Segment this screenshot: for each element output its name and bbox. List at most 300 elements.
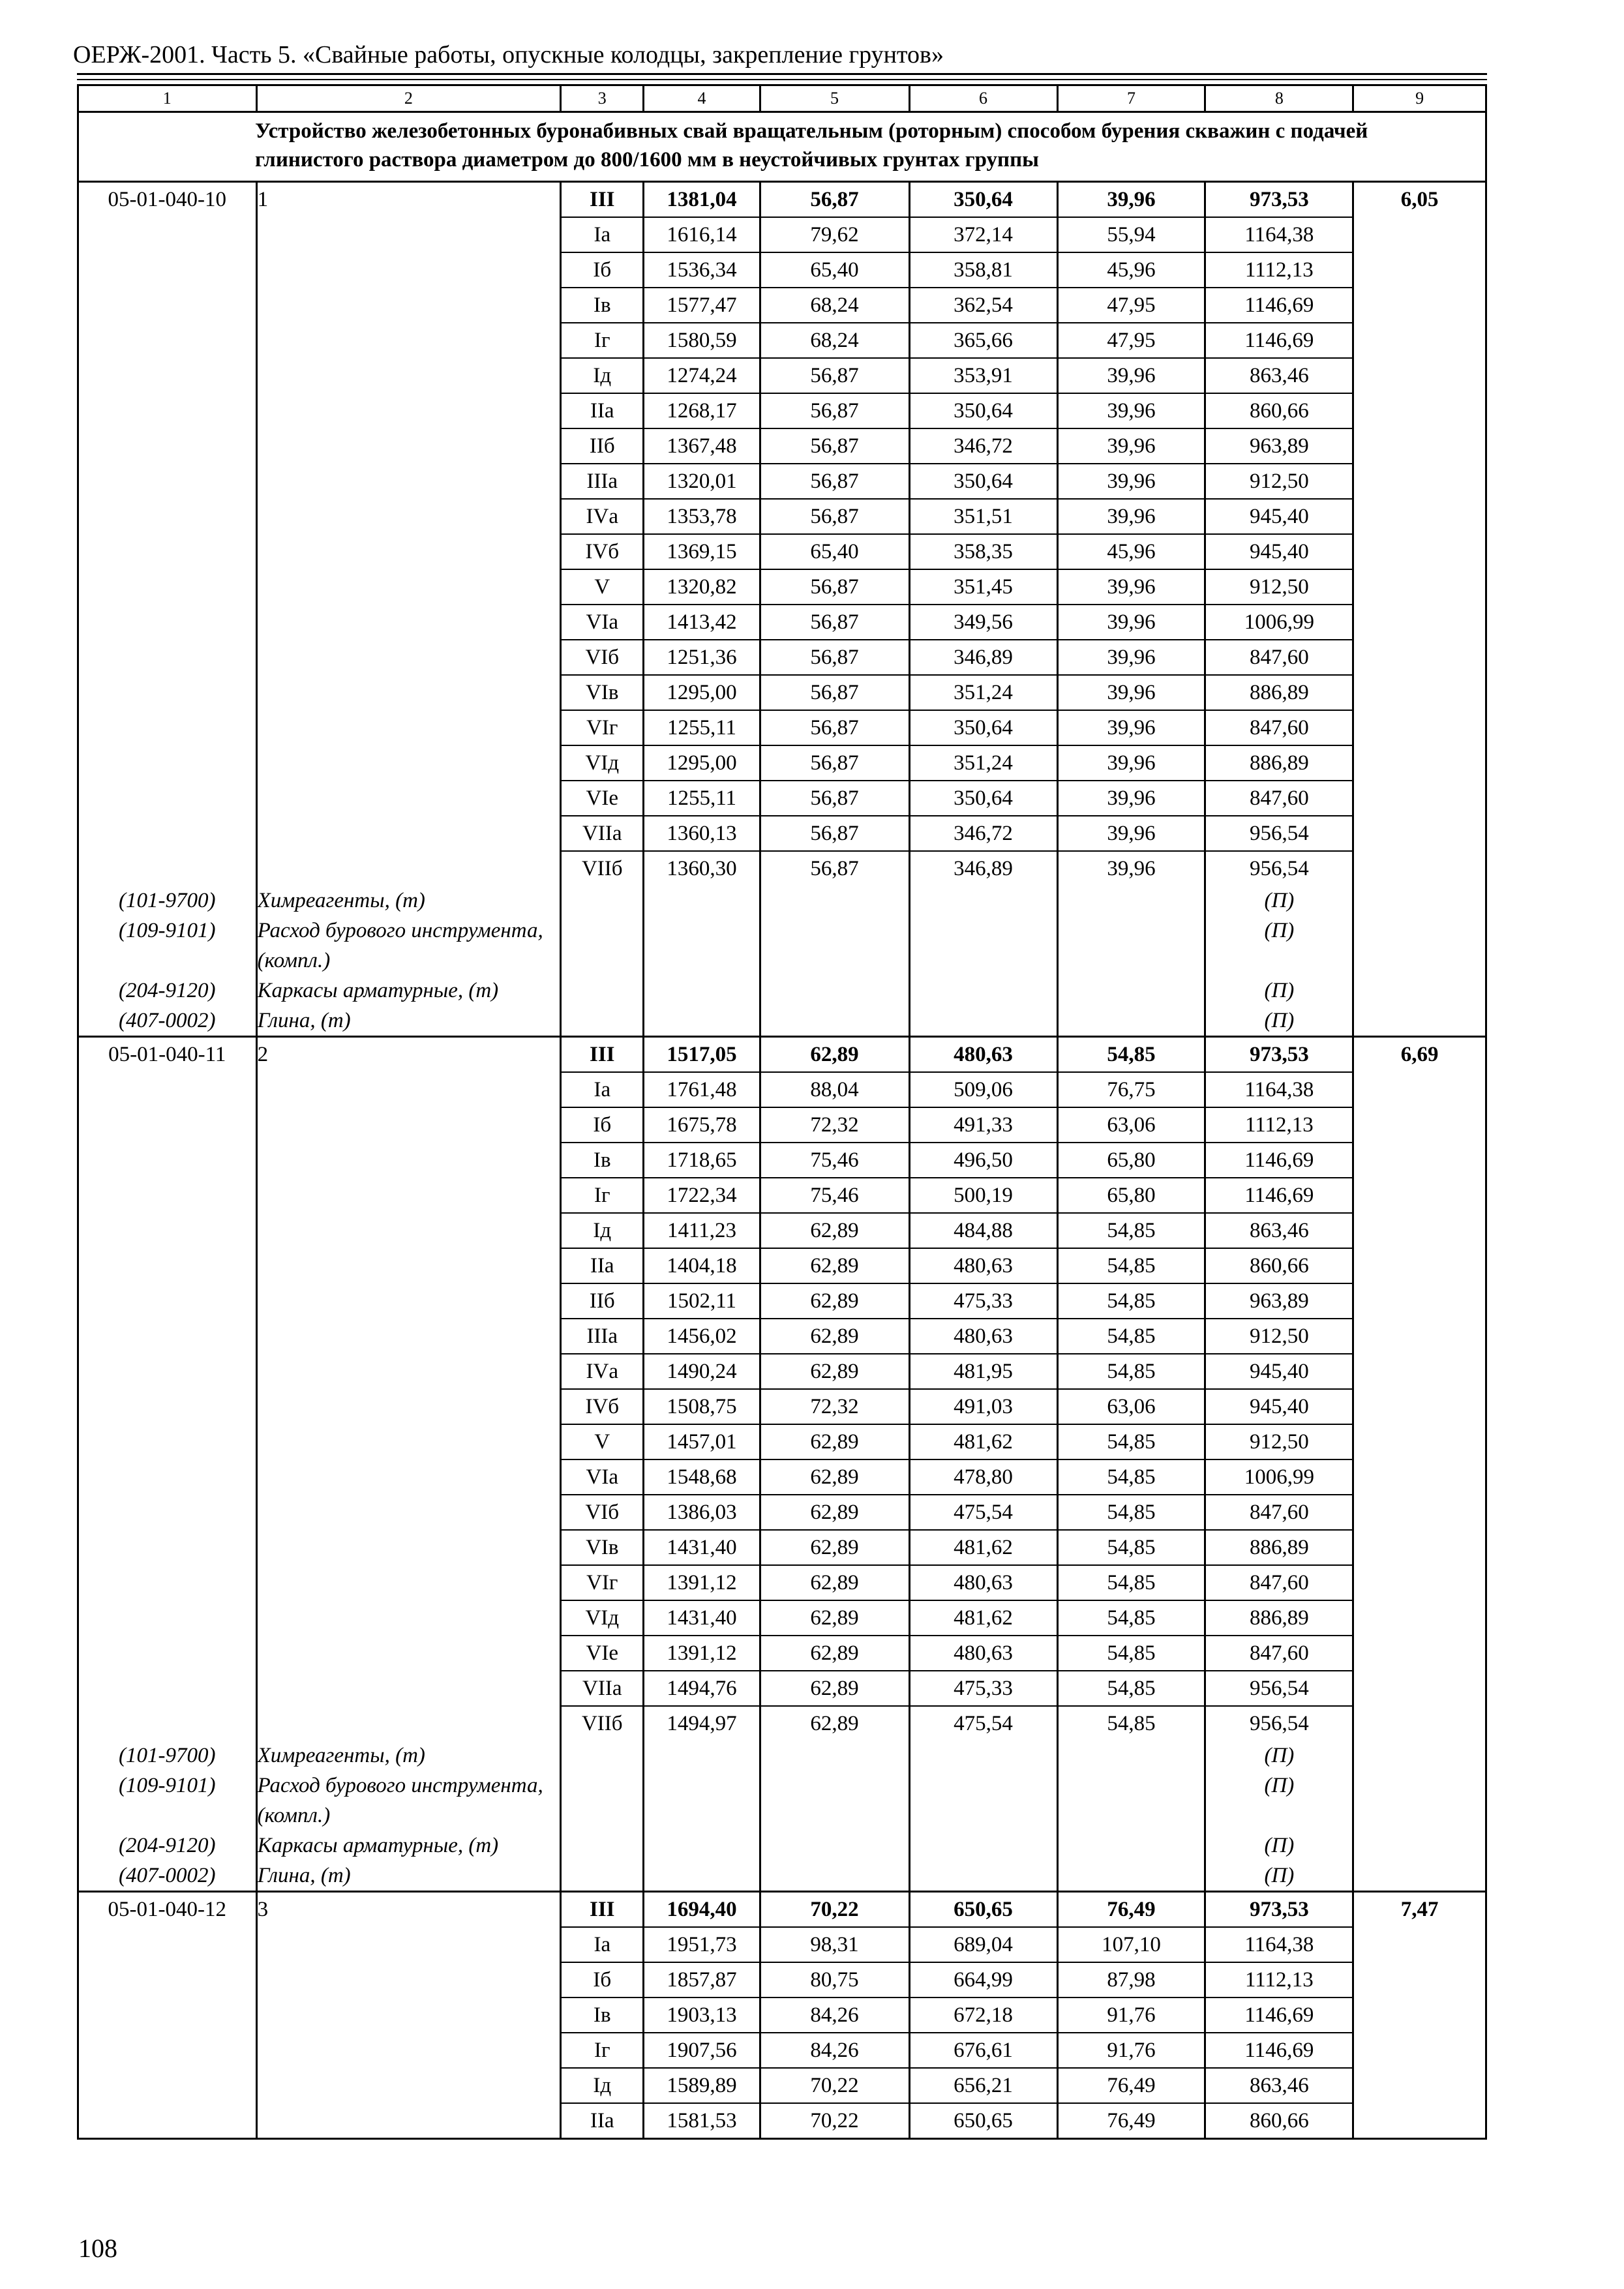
cell-col-8: 1006,99 <box>1205 1459 1353 1495</box>
cell-col-4: 1268,17 <box>644 393 760 428</box>
table-row <box>78 1389 1486 1424</box>
cell-col-4: 1353,78 <box>644 499 760 534</box>
cell-col-2 <box>256 1354 561 1389</box>
resource-row <box>78 976 1486 1006</box>
cell-col-8: 945,40 <box>1205 1389 1353 1424</box>
cell-col-3: III <box>561 182 644 218</box>
cell-col-2 <box>256 1927 561 1962</box>
cell-col-1 <box>78 1636 257 1671</box>
cell-col-1 <box>78 1213 257 1248</box>
cell-col-4: 1457,01 <box>644 1424 760 1459</box>
cell-col-9 <box>1353 1459 1486 1495</box>
cell-col-4: 1722,34 <box>644 1178 760 1213</box>
cell-col-4: 1413,42 <box>644 605 760 640</box>
cell-col-2 <box>256 1671 561 1706</box>
cell-col-8: 1146,69 <box>1205 2033 1353 2068</box>
cell-col-5: 62,89 <box>760 1248 909 1283</box>
cell-col-3: Iг <box>561 1178 644 1213</box>
cell-col-1 <box>78 1072 257 1107</box>
cell-col-4: 1255,11 <box>644 781 760 816</box>
cell-col-3 <box>561 916 644 976</box>
column-number: 9 <box>1353 85 1486 112</box>
cell-col-6: 346,89 <box>909 640 1057 675</box>
cell-col-4: 1381,04 <box>644 182 760 218</box>
rates-table <box>77 84 1487 2140</box>
table-row <box>78 851 1486 886</box>
cell-col-2 <box>256 1213 561 1248</box>
cell-col-4: 1367,48 <box>644 428 760 464</box>
cell-col-5: 56,87 <box>760 569 909 605</box>
cell-col-9 <box>1353 499 1486 534</box>
cell-col-5: 62,89 <box>760 1495 909 1530</box>
cell-col-7: 107,10 <box>1057 1927 1205 1962</box>
cell-col-2 <box>256 288 561 323</box>
cell-col-3: III <box>561 1037 644 1073</box>
cell-col-3: V <box>561 1424 644 1459</box>
cell-col-8: 860,66 <box>1205 2103 1353 2139</box>
table-row <box>78 640 1486 675</box>
cell-col-1 <box>78 1178 257 1213</box>
cell-col-9 <box>1353 781 1486 816</box>
cell-col-9 <box>1353 1636 1486 1671</box>
cell-col-1 <box>78 2068 257 2103</box>
cell-col-7 <box>1057 916 1205 976</box>
cell-col-7: 39,96 <box>1057 851 1205 886</box>
cell-col-6: 481,62 <box>909 1600 1057 1636</box>
table-row <box>78 288 1486 323</box>
cell-col-3 <box>561 1771 644 1831</box>
cell-col-9 <box>1353 1861 1486 1892</box>
cell-col-6: 480,63 <box>909 1037 1057 1073</box>
cell-col-3: VIг <box>561 1565 644 1600</box>
cell-col-6: 491,03 <box>909 1389 1057 1424</box>
cell-col-9 <box>1353 1741 1486 1771</box>
table-row <box>78 534 1486 569</box>
cell-col-1 <box>78 781 257 816</box>
cell-col-1 <box>78 1248 257 1283</box>
cell-col-9 <box>1353 1178 1486 1213</box>
cell-col-6: 475,54 <box>909 1495 1057 1530</box>
cell-col-3: Iд <box>561 358 644 393</box>
table-row <box>78 2103 1486 2139</box>
cell-col-8: 847,60 <box>1205 781 1353 816</box>
cell-col-7 <box>1057 1771 1205 1831</box>
cell-col-3 <box>561 1006 644 1037</box>
cell-col-7: 76,49 <box>1057 2068 1205 2103</box>
cell-col-8: 886,89 <box>1205 1600 1353 1636</box>
cell-col-6: 689,04 <box>909 1927 1057 1962</box>
cell-col-6 <box>909 976 1057 1006</box>
table-row <box>78 1319 1486 1354</box>
cell-col-2 <box>256 1997 561 2033</box>
table-row <box>78 499 1486 534</box>
section-title-row <box>78 112 1486 182</box>
cell-col-5: 56,87 <box>760 675 909 710</box>
cell-col-1: (407-0002) <box>78 1006 257 1037</box>
cell-col-6: 475,33 <box>909 1283 1057 1319</box>
cell-col-4: 1718,65 <box>644 1143 760 1178</box>
cell-col-3: Iв <box>561 1997 644 2033</box>
cell-col-5: 75,46 <box>760 1178 909 1213</box>
cell-col-3: III <box>561 1892 644 1928</box>
cell-col-4: 1577,47 <box>644 288 760 323</box>
cell-col-4: 1694,40 <box>644 1892 760 1928</box>
cell-col-3: Iв <box>561 288 644 323</box>
cell-col-7: 54,85 <box>1057 1459 1205 1495</box>
cell-col-9 <box>1353 1143 1486 1178</box>
cell-col-6: 481,95 <box>909 1354 1057 1389</box>
cell-col-8: 847,60 <box>1205 1565 1353 1600</box>
cell-col-1 <box>78 252 257 288</box>
cell-col-6: 481,62 <box>909 1530 1057 1565</box>
cell-col-3: Iа <box>561 1927 644 1962</box>
cell-col-8: 860,66 <box>1205 1248 1353 1283</box>
cell-col-7: 63,06 <box>1057 1107 1205 1143</box>
cell-col-7: 54,85 <box>1057 1037 1205 1073</box>
cell-col-2 <box>256 851 561 886</box>
cell-col-9 <box>1353 675 1486 710</box>
cell-col-3: IIIа <box>561 464 644 499</box>
cell-col-8: 1146,69 <box>1205 1997 1353 2033</box>
cell-col-2 <box>256 1600 561 1636</box>
cell-col-1: 05-01-040-11 <box>78 1037 257 1073</box>
cell-col-1 <box>78 1530 257 1565</box>
cell-col-6: 509,06 <box>909 1072 1057 1107</box>
cell-col-5: 56,87 <box>760 745 909 781</box>
cell-col-6: 496,50 <box>909 1143 1057 1178</box>
cell-col-3: VIе <box>561 1636 644 1671</box>
cell-col-5: 56,87 <box>760 605 909 640</box>
cell-col-5: 80,75 <box>760 1962 909 1997</box>
cell-col-4: 1360,13 <box>644 816 760 851</box>
cell-col-4: 1431,40 <box>644 1600 760 1636</box>
table-row <box>78 358 1486 393</box>
header-rule-thick <box>77 73 1487 75</box>
cell-col-5 <box>760 976 909 1006</box>
cell-col-2 <box>256 745 561 781</box>
cell-col-1: (101-9700) <box>78 886 257 916</box>
column-number: 8 <box>1205 85 1353 112</box>
cell-col-7: 91,76 <box>1057 1997 1205 2033</box>
cell-col-2 <box>256 816 561 851</box>
table-row <box>78 1962 1486 1997</box>
table-row <box>78 569 1486 605</box>
cell-col-6: 350,64 <box>909 393 1057 428</box>
cell-col-8: 963,89 <box>1205 1283 1353 1319</box>
cell-col-7 <box>1057 976 1205 1006</box>
cell-col-3: Iа <box>561 217 644 252</box>
cell-col-8: 847,60 <box>1205 1495 1353 1530</box>
cell-col-1 <box>78 569 257 605</box>
cell-col-2 <box>256 2103 561 2139</box>
cell-col-5: 62,89 <box>760 1636 909 1671</box>
cell-col-1 <box>78 1424 257 1459</box>
cell-col-2 <box>256 1706 561 1741</box>
cell-col-8: 847,60 <box>1205 710 1353 745</box>
cell-col-5: 62,89 <box>760 1319 909 1354</box>
table-row <box>78 1495 1486 1530</box>
cell-col-8: (П) <box>1205 1006 1353 1037</box>
cell-col-9 <box>1353 1072 1486 1107</box>
table-row <box>78 1178 1486 1213</box>
cell-col-6: 475,33 <box>909 1671 1057 1706</box>
cell-col-8: 847,60 <box>1205 640 1353 675</box>
cell-col-6: 349,56 <box>909 605 1057 640</box>
cell-col-3: VIд <box>561 745 644 781</box>
cell-col-2 <box>256 1636 561 1671</box>
cell-col-7 <box>1057 1861 1205 1892</box>
table-row <box>78 1530 1486 1565</box>
cell-col-5: 62,89 <box>760 1037 909 1073</box>
cell-col-3: VIIа <box>561 1671 644 1706</box>
cell-col-3: VIIб <box>561 851 644 886</box>
cell-col-2 <box>256 1565 561 1600</box>
cell-col-9 <box>1353 393 1486 428</box>
cell-col-3 <box>561 1831 644 1861</box>
cell-col-6: 362,54 <box>909 288 1057 323</box>
cell-col-8: 945,40 <box>1205 534 1353 569</box>
cell-col-1 <box>78 1671 257 1706</box>
cell-col-8: 847,60 <box>1205 1636 1353 1671</box>
cell-col-3: Iг <box>561 2033 644 2068</box>
cell-col-9 <box>1353 1771 1486 1831</box>
cell-col-9 <box>1353 640 1486 675</box>
cell-col-2 <box>256 569 561 605</box>
column-number-header <box>78 85 1486 112</box>
cell-col-6 <box>909 1861 1057 1892</box>
cell-col-7: 39,96 <box>1057 428 1205 464</box>
cell-col-4: 1391,12 <box>644 1636 760 1671</box>
column-number: 5 <box>760 85 909 112</box>
cell-col-6: 346,72 <box>909 816 1057 851</box>
table-row <box>78 1459 1486 1495</box>
cell-col-2 <box>256 1072 561 1107</box>
cell-col-2: Глина, (т) <box>256 1861 561 1892</box>
cell-col-3 <box>561 976 644 1006</box>
table-row <box>78 605 1486 640</box>
cell-col-2 <box>256 1107 561 1143</box>
column-number: 4 <box>644 85 760 112</box>
cell-col-7: 39,96 <box>1057 464 1205 499</box>
cell-col-4: 1951,73 <box>644 1927 760 1962</box>
table-row <box>78 816 1486 851</box>
cell-col-7: 54,85 <box>1057 1706 1205 1741</box>
cell-col-8: 956,54 <box>1205 851 1353 886</box>
cell-col-5: 56,87 <box>760 428 909 464</box>
cell-col-1 <box>78 323 257 358</box>
cell-col-8: (П) <box>1205 1771 1353 1831</box>
table-row <box>78 1354 1486 1389</box>
cell-col-4 <box>644 1006 760 1037</box>
header-rule-thin <box>77 79 1487 80</box>
cell-col-9 <box>1353 1319 1486 1354</box>
cell-col-1 <box>78 499 257 534</box>
cell-col-8: 912,50 <box>1205 1424 1353 1459</box>
table-row <box>78 1600 1486 1636</box>
cell-col-5: 84,26 <box>760 1997 909 2033</box>
cell-col-1 <box>78 1565 257 1600</box>
cell-col-9 <box>1353 1565 1486 1600</box>
cell-col-5: 62,89 <box>760 1600 909 1636</box>
cell-col-5: 62,89 <box>760 1530 909 1565</box>
cell-col-2 <box>256 605 561 640</box>
cell-col-5: 56,87 <box>760 499 909 534</box>
cell-col-3: IVб <box>561 534 644 569</box>
cell-col-5: 79,62 <box>760 217 909 252</box>
cell-col-4: 1536,34 <box>644 252 760 288</box>
cell-col-8: 1146,69 <box>1205 288 1353 323</box>
cell-col-1 <box>78 2103 257 2139</box>
cell-col-7: 54,85 <box>1057 1283 1205 1319</box>
cell-col-2: 2 <box>256 1037 561 1073</box>
table-row <box>78 675 1486 710</box>
cell-col-8: 973,53 <box>1205 1892 1353 1928</box>
cell-col-7: 39,96 <box>1057 640 1205 675</box>
cell-col-3: VIб <box>561 1495 644 1530</box>
cell-col-9 <box>1353 358 1486 393</box>
cell-col-2 <box>256 1495 561 1530</box>
cell-col-1 <box>78 217 257 252</box>
cell-col-4: 1411,23 <box>644 1213 760 1248</box>
cell-col-3: IIа <box>561 1248 644 1283</box>
table-row <box>78 252 1486 288</box>
cell-col-5: 56,87 <box>760 640 909 675</box>
table-row <box>78 1927 1486 1962</box>
cell-col-5 <box>760 1771 909 1831</box>
cell-col-4 <box>644 886 760 916</box>
cell-col-3: VIв <box>561 1530 644 1565</box>
cell-col-5 <box>760 1831 909 1861</box>
cell-col-4: 1369,15 <box>644 534 760 569</box>
table-row <box>78 464 1486 499</box>
cell-col-9 <box>1353 1927 1486 1962</box>
cell-col-3: VIа <box>561 1459 644 1495</box>
cell-col-7: 55,94 <box>1057 217 1205 252</box>
section-title: Устройство железобетонных буронабивных свай вращательным (роторным) способом бурения скважин с подачей глинистого раствора диаметром до 800/1600 мм в неустойчивых грунтах группы <box>255 119 1368 172</box>
cell-col-2 <box>256 1319 561 1354</box>
cell-col-8: 863,46 <box>1205 2068 1353 2103</box>
cell-col-3: Iв <box>561 1143 644 1178</box>
cell-col-2 <box>256 1178 561 1213</box>
cell-col-9 <box>1353 886 1486 916</box>
cell-col-6 <box>909 1006 1057 1037</box>
cell-col-4: 1580,59 <box>644 323 760 358</box>
cell-col-5: 68,24 <box>760 323 909 358</box>
cell-col-1 <box>78 816 257 851</box>
cell-col-8: 1164,38 <box>1205 1927 1353 1962</box>
cell-col-4: 1360,30 <box>644 851 760 886</box>
cell-col-6: 350,64 <box>909 781 1057 816</box>
cell-col-4: 1494,76 <box>644 1671 760 1706</box>
cell-col-4: 1857,87 <box>644 1962 760 1997</box>
cell-col-8: (П) <box>1205 1831 1353 1861</box>
cell-col-2 <box>256 2068 561 2103</box>
table-row <box>78 745 1486 781</box>
cell-col-9: 6,05 <box>1353 182 1486 218</box>
cell-col-3: IVа <box>561 1354 644 1389</box>
cell-col-8: 912,50 <box>1205 1319 1353 1354</box>
cell-col-2: 1 <box>256 182 561 218</box>
cell-col-6: 480,63 <box>909 1319 1057 1354</box>
cell-col-5: 56,87 <box>760 393 909 428</box>
cell-col-7: 39,96 <box>1057 182 1205 218</box>
cell-col-6: 500,19 <box>909 1178 1057 1213</box>
cell-col-8: 886,89 <box>1205 745 1353 781</box>
cell-col-6: 351,51 <box>909 499 1057 534</box>
cell-col-9 <box>1353 1600 1486 1636</box>
cell-col-1: (109-9101) <box>78 916 257 976</box>
cell-col-3: VIд <box>561 1600 644 1636</box>
cell-col-5: 62,89 <box>760 1354 909 1389</box>
column-number: 7 <box>1057 85 1205 112</box>
cell-col-2: Химреагенты, (т) <box>256 1741 561 1771</box>
cell-col-7: 47,95 <box>1057 323 1205 358</box>
cell-col-7 <box>1057 1831 1205 1861</box>
cell-col-4: 1907,56 <box>644 2033 760 2068</box>
cell-col-3: IIа <box>561 2103 644 2139</box>
cell-col-3: IIа <box>561 393 644 428</box>
cell-col-8: 1112,13 <box>1205 1962 1353 1997</box>
cell-col-1 <box>78 1962 257 1997</box>
table-row <box>78 781 1486 816</box>
column-number: 2 <box>256 85 561 112</box>
cell-col-7: 39,96 <box>1057 569 1205 605</box>
cell-col-9 <box>1353 1530 1486 1565</box>
cell-col-9 <box>1353 1006 1486 1037</box>
resource-row <box>78 1831 1486 1861</box>
cell-col-1 <box>78 1107 257 1143</box>
cell-col-4: 1431,40 <box>644 1530 760 1565</box>
cell-col-1 <box>78 851 257 886</box>
cell-col-7: 39,96 <box>1057 393 1205 428</box>
cell-col-6: 672,18 <box>909 1997 1057 2033</box>
cell-col-5 <box>760 1861 909 1892</box>
cell-col-7: 39,96 <box>1057 710 1205 745</box>
cell-col-6: 350,64 <box>909 182 1057 218</box>
cell-col-4: 1255,11 <box>644 710 760 745</box>
cell-col-6: 365,66 <box>909 323 1057 358</box>
table-row <box>78 1248 1486 1283</box>
table-row <box>78 1213 1486 1248</box>
cell-col-4: 1616,14 <box>644 217 760 252</box>
cell-col-1 <box>78 1354 257 1389</box>
cell-col-9 <box>1353 1248 1486 1283</box>
cell-col-6: 346,72 <box>909 428 1057 464</box>
cell-col-8: (П) <box>1205 1861 1353 1892</box>
cell-col-6: 478,80 <box>909 1459 1057 1495</box>
cell-col-5: 62,89 <box>760 1459 909 1495</box>
table-row <box>78 1037 1486 1073</box>
cell-col-9 <box>1353 534 1486 569</box>
cell-col-4: 1274,24 <box>644 358 760 393</box>
cell-col-9 <box>1353 1831 1486 1861</box>
cell-col-9 <box>1353 976 1486 1006</box>
cell-col-4: 1589,89 <box>644 2068 760 2103</box>
cell-col-9 <box>1353 2033 1486 2068</box>
cell-col-5: 70,22 <box>760 2103 909 2139</box>
cell-col-2 <box>256 252 561 288</box>
cell-col-3: Iд <box>561 2068 644 2103</box>
cell-col-1 <box>78 1459 257 1495</box>
table-row <box>78 1892 1486 1928</box>
cell-col-1: (101-9700) <box>78 1741 257 1771</box>
cell-col-1 <box>78 710 257 745</box>
cell-col-4: 1761,48 <box>644 1072 760 1107</box>
table-row <box>78 1706 1486 1741</box>
cell-col-2: 3 <box>256 1892 561 1928</box>
table-row <box>78 323 1486 358</box>
cell-col-6: 351,45 <box>909 569 1057 605</box>
